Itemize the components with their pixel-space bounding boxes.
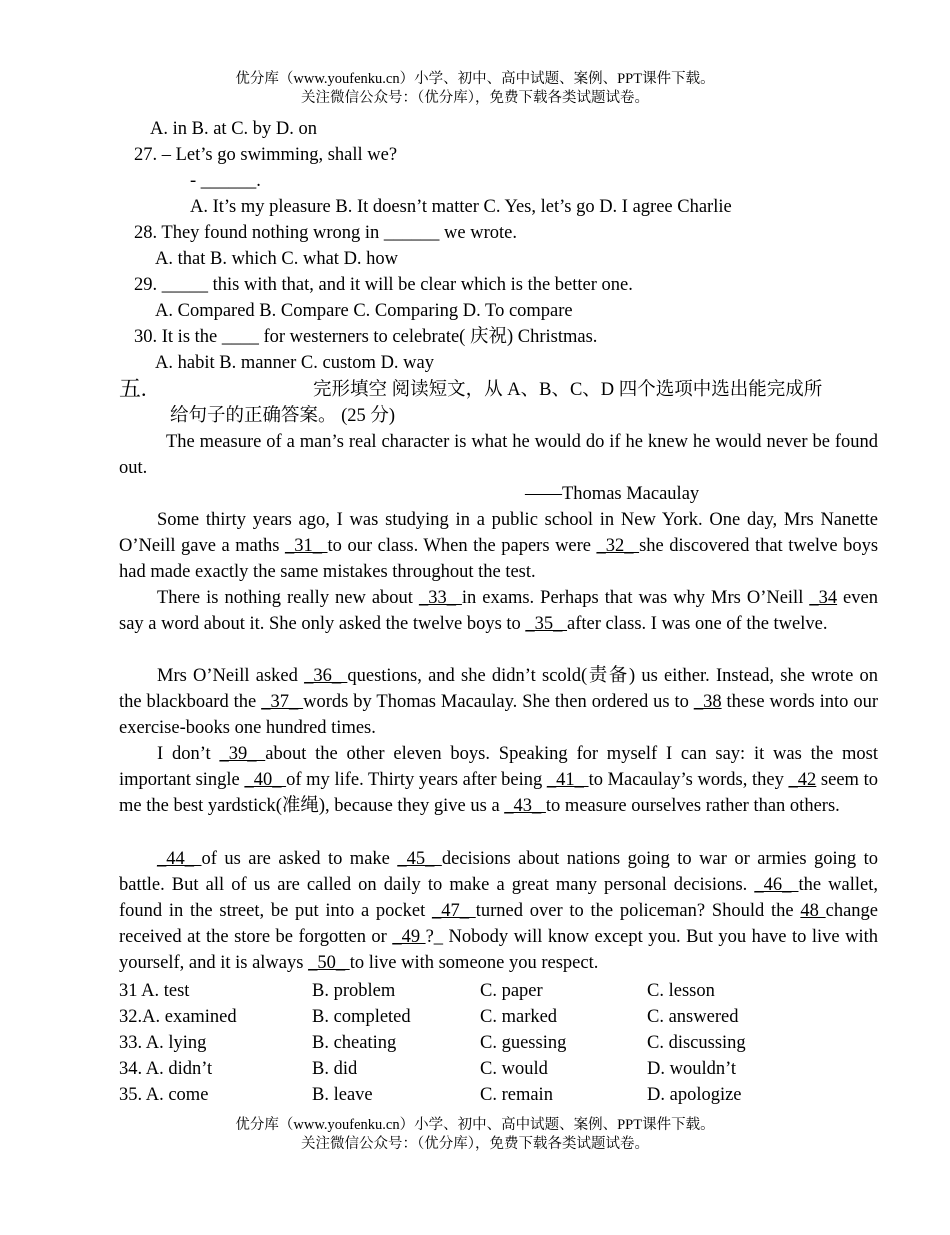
- option-35-b: B. leave: [312, 1085, 373, 1105]
- option-35-a: 35. A. come: [119, 1085, 209, 1105]
- blank-43: _43_: [504, 796, 546, 816]
- blank-39: _39_: [219, 744, 266, 764]
- option-34-d: D. wouldn’t: [647, 1059, 737, 1079]
- footer-line-2: 关注微信公众号：（优分库），免费下载各类试题试卷。: [301, 1136, 649, 1152]
- option-34-a: 34. A. didn’t: [119, 1059, 213, 1079]
- blank-49: _49: [392, 927, 426, 947]
- option-34-b: B. did: [312, 1059, 358, 1079]
- q29-stem: 29. _____ this with that, and it will be clear which is the better one.: [134, 275, 633, 295]
- option-33-d: C. discussing: [647, 1033, 746, 1053]
- blank-33: _33_: [418, 588, 462, 608]
- page-footer: [0, 1116, 950, 1154]
- blank-36: _36_: [304, 666, 348, 686]
- blank-46: _46_: [754, 875, 799, 895]
- section-number: 五.: [119, 376, 147, 401]
- blank-50: _50_: [308, 953, 350, 973]
- option-34-c: C. would: [480, 1059, 548, 1079]
- option-31-c: C. paper: [480, 981, 543, 1001]
- blank-31: _31_: [284, 536, 328, 556]
- q28-stem: 28. They found nothing wrong in ______ we wrote.: [134, 223, 517, 243]
- section-instruction-2: 给句子的正确答案。 (25 分): [170, 406, 396, 426]
- quote-author: ——Thomas Macaulay: [525, 484, 700, 504]
- blank-41: _41_: [546, 770, 589, 790]
- passage-paragraph-5: _44_ of us are asked to make _45_ decisions about nations going to war or armies going to battle. But all of us are called on daily to make a great many personal decisions. _46_ the wallet, found in the street, be put into a pocket _47_ turned over to the policeman? Should the 48 change received at the store be forgotten or _49 ?_ Nobody will know except you. But you have to live with yourself, and it is always _50_ to live with someone you respect.: [119, 849, 879, 973]
- passage-paragraph-3: Mrs O’Neill asked _36_ questions, and she didn’t scold(责备) us either. Instead, she wrote on the blackboard the _37_ words by Thomas Macaulay. She then ordered us to _38 these words into our exercise-books one hundred times.: [119, 666, 879, 738]
- q27-options: A. It’s my pleasure B. It doesn’t matter C. Yes, let’s go D. I agree Charlie: [190, 197, 732, 217]
- blank-45: _45_: [397, 849, 442, 869]
- option-32-b: B. completed: [312, 1007, 411, 1027]
- quote-text: The measure of a man’s real character is what he would do if he knew he would never be found out.: [119, 432, 878, 478]
- blank-42: _42: [788, 770, 817, 790]
- q27-stem: 27. – Let’s go swimming, shall we?: [134, 145, 398, 165]
- passage-paragraph-4: I don’t _39_ about the other eleven boys. Speaking for myself I can say: it was the most important single _40_ of my life. Thirty years after being _41_ to Macaulay’s words, they _42 seem to me the best yardstick(准绳), because they give us a _43_ to measure ourselves rather than others.: [119, 744, 878, 816]
- option-33-a: 33. A. lying: [119, 1033, 207, 1053]
- blank-35: _35_: [525, 614, 568, 634]
- option-33-c: C. guessing: [480, 1033, 567, 1053]
- footer-line-1: 优分库（www.youfenku.cn）小学、初中、高中试题、案例、PPT课件下载。: [235, 1117, 715, 1133]
- blank-48: 48: [800, 901, 826, 921]
- blank-37: _37_: [261, 692, 304, 712]
- q26-options: A. in B. at C. by D. on: [150, 119, 318, 139]
- option-32-a: 32.A. examined: [119, 1007, 237, 1027]
- header-line-2: 关注微信公众号：（优分库），免费下载各类试题试卷。: [301, 90, 649, 106]
- q28-options: A. that B. which C. what D. how: [155, 249, 399, 269]
- option-32-d: C. answered: [647, 1007, 739, 1027]
- option-32-c: C. marked: [480, 1007, 558, 1027]
- blank-34: _34: [809, 588, 838, 608]
- option-31-d: C. lesson: [647, 981, 715, 1001]
- section-instruction-1: 完形填空 阅读短文，从 A、B、C、D 四个选项中选出能完成所: [313, 380, 823, 400]
- option-31-a: 31 A. test: [119, 981, 190, 1001]
- blank-40: _40_: [244, 770, 287, 790]
- q30-stem: 30. It is the ____ for westerners to celebrate( 庆祝) Christmas.: [134, 327, 598, 347]
- q29-options: A. Compared B. Compare C. Comparing D. To compare: [155, 301, 573, 321]
- option-33-b: B. cheating: [312, 1033, 397, 1053]
- blank-47: _47_: [431, 901, 476, 921]
- header-line-1: 优分库（www.youfenku.cn）小学、初中、高中试题、案例、PPT课件下载。: [235, 71, 715, 87]
- passage-paragraph-1: Some thirty years ago, I was studying in a public school in New York. One day, Mrs Nanette O’Neill gave a maths _31_ to our class. When the papers were _32_ she discovered that twelve boys had made exactly the same mistakes throughout the test.: [119, 510, 879, 582]
- q27-reply: - ______.: [190, 171, 261, 191]
- passage-paragraph-2: There is nothing really new about _33_ in exams. Perhaps that was why Mrs O’Neill _34 even say a word about it. She only asked the twelve boys to _35_ after class. I was one of the twelve.: [119, 588, 878, 634]
- q30-options: A. habit B. manner C. custom D. way: [155, 353, 434, 373]
- blank-32: _32_: [596, 536, 640, 556]
- option-35-d: D. apologize: [647, 1085, 742, 1105]
- option-31-b: B. problem: [312, 981, 396, 1001]
- blank-38: _38: [693, 692, 722, 712]
- page-header: [0, 70, 950, 108]
- blank-44: _44_: [157, 849, 202, 869]
- option-35-c: C. remain: [480, 1085, 553, 1105]
